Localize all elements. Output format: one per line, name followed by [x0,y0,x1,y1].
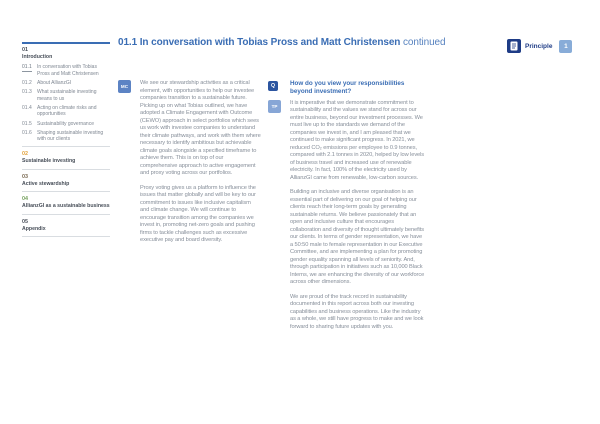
sidebar-item-appendix[interactable] [22,214,110,232]
toc-number: 01.3 [22,89,32,96]
sidebar-accent-rule [22,42,110,44]
sidebar-item-sustainable-business[interactable] [22,191,110,209]
divider [22,236,110,237]
mc-speech [140,80,261,252]
principle-document-icon [507,39,521,53]
page-title-continued: continued [403,37,446,48]
toc-number: 01.4 [22,104,32,111]
toc-number: 01.1 [22,64,32,71]
toc-number: 01.6 [22,129,32,136]
sidebar-item-sustainable-investing[interactable] [22,146,110,164]
toc-label: Acting on climate risks and opportunities [37,104,97,118]
avatar-tp: TP [268,100,281,113]
principle-label: Principle [525,42,553,50]
mc-speaker-row [118,80,261,252]
paragraph: It is imperative that we demonstrate commitment to sustainability and the values we stand for across our entire business, beyond our investment processes. We must live up to the standards we demand of the companies we invest in, and I am pleased that we continued to make significant progress. In 2021, we reduced CO₂ emissions per employee to 0.9 tonnes, compared with 2.1 tonnes in 2020, helped by low levels of business travel and increased use of renewable electricity. In fact, 100% of the electricity used by AllianzGI came from renewable, low-carbon sources. [290,99,425,181]
paragraph: We are proud of the track record in sustainability documented in this report across both our investing capabilities and business operations. Like the industry as a whole, we still have progress to make and we look forward to sharing future updates with you. [290,293,424,330]
section-number-05: 05 [22,218,28,225]
page-title [118,37,498,49]
principle-badge-group [507,39,572,53]
section-title-introduction: Introduction [22,54,53,60]
toc-item-01-4[interactable] [22,105,110,117]
page-number-badge[interactable]: 1 [559,40,572,53]
section-title: Sustainable investing [22,158,76,165]
toc-number: 01.5 [22,120,32,127]
section-number-04: 04 [22,196,28,203]
toc-item-01-5[interactable] [22,121,110,127]
toc-item-01-2[interactable] [22,80,110,86]
toc-label: In conversation with Tobias Pross and Matt Christensen [37,64,99,77]
paragraph: Proxy voting gives us a platform to influence the issues that matter globally and will be key to our commitment to issues like inclusive capitalism and climate change. We will continue to encourage transition among the companies we invest in, promoting net-zero goals and pushing firms to tackle challenges such as excessive executive pay and board diversity. [140,184,256,243]
paragraph: We see our stewardship activities as a critical element, with opportunities to help our investee companies transition to a sustainable future. Picking up on what Tobias outlined, we have adopted a Climate Engagement with Outcome (CEWO) approach in select portfolios which sees us work with investee companies to understand their climate pathways, and work with them where necessary to identify ambitious but achievable climate goals alongside a specified timeframe to achieve them. This is on top of our comprehensive approach to active engagement and proxy voting across our portfolios. [140,80,261,176]
toc-item-01-1[interactable] [22,64,110,76]
tp-speech [290,100,426,339]
table-of-contents [22,42,110,241]
paragraph: Building an inclusive and diverse organisation is an essential part of delivering on our goal of helping our clients reach their long-term goals by generating sustainable returns. We believe passionately that an open and inclusive culture that encourages collaboration and diversity of thought ultimately benefits our clients. In terms of gender representation, we have a 50:50 male to female representation in our Executive Committee, and are implementing a plan for promoting gender equality spanning all levels of seniority. And, through participation in initiatives such as 10,000 Black Interns, we are enhancing the diversity of our workforce across other dimensions. [290,189,425,286]
section-number-03: 03 [22,173,28,180]
toc-label: Shaping sustainable investing with our clients [37,129,104,143]
page-title-main: 01.1 In conversation with Tobias Pross and Matt Christensen [118,37,401,48]
question-heading: How do you view your responsibilities beyond investment? [290,80,405,95]
column-tp-answer [268,80,426,338]
divider [22,146,110,147]
toc-label: Sustainability governance [37,120,94,127]
tp-speaker-row [268,100,426,339]
section-title: Appendix [22,225,46,232]
divider [22,214,110,215]
column-mc-answer [118,80,261,252]
divider [22,169,110,170]
question-badge: Q [268,81,278,91]
toc-label: About AllianzGI [37,80,72,86]
section-title: Active stewardship [22,180,70,187]
toc-label: What sustainable investing means to us [37,89,97,102]
sidebar-item-active-stewardship[interactable] [22,169,110,187]
section-title: AllianzGI as a sustainable business [22,203,110,210]
toc-item-01-3[interactable] [22,89,110,101]
toc-item-01-6[interactable] [22,130,110,142]
section-number-01: 01 [22,47,28,53]
toc-list [22,64,110,142]
section-number-02: 02 [22,151,28,158]
toc-number: 01.2 [22,80,32,86]
avatar-mc: MC [118,80,131,93]
divider [22,191,110,192]
question-row [268,80,426,96]
